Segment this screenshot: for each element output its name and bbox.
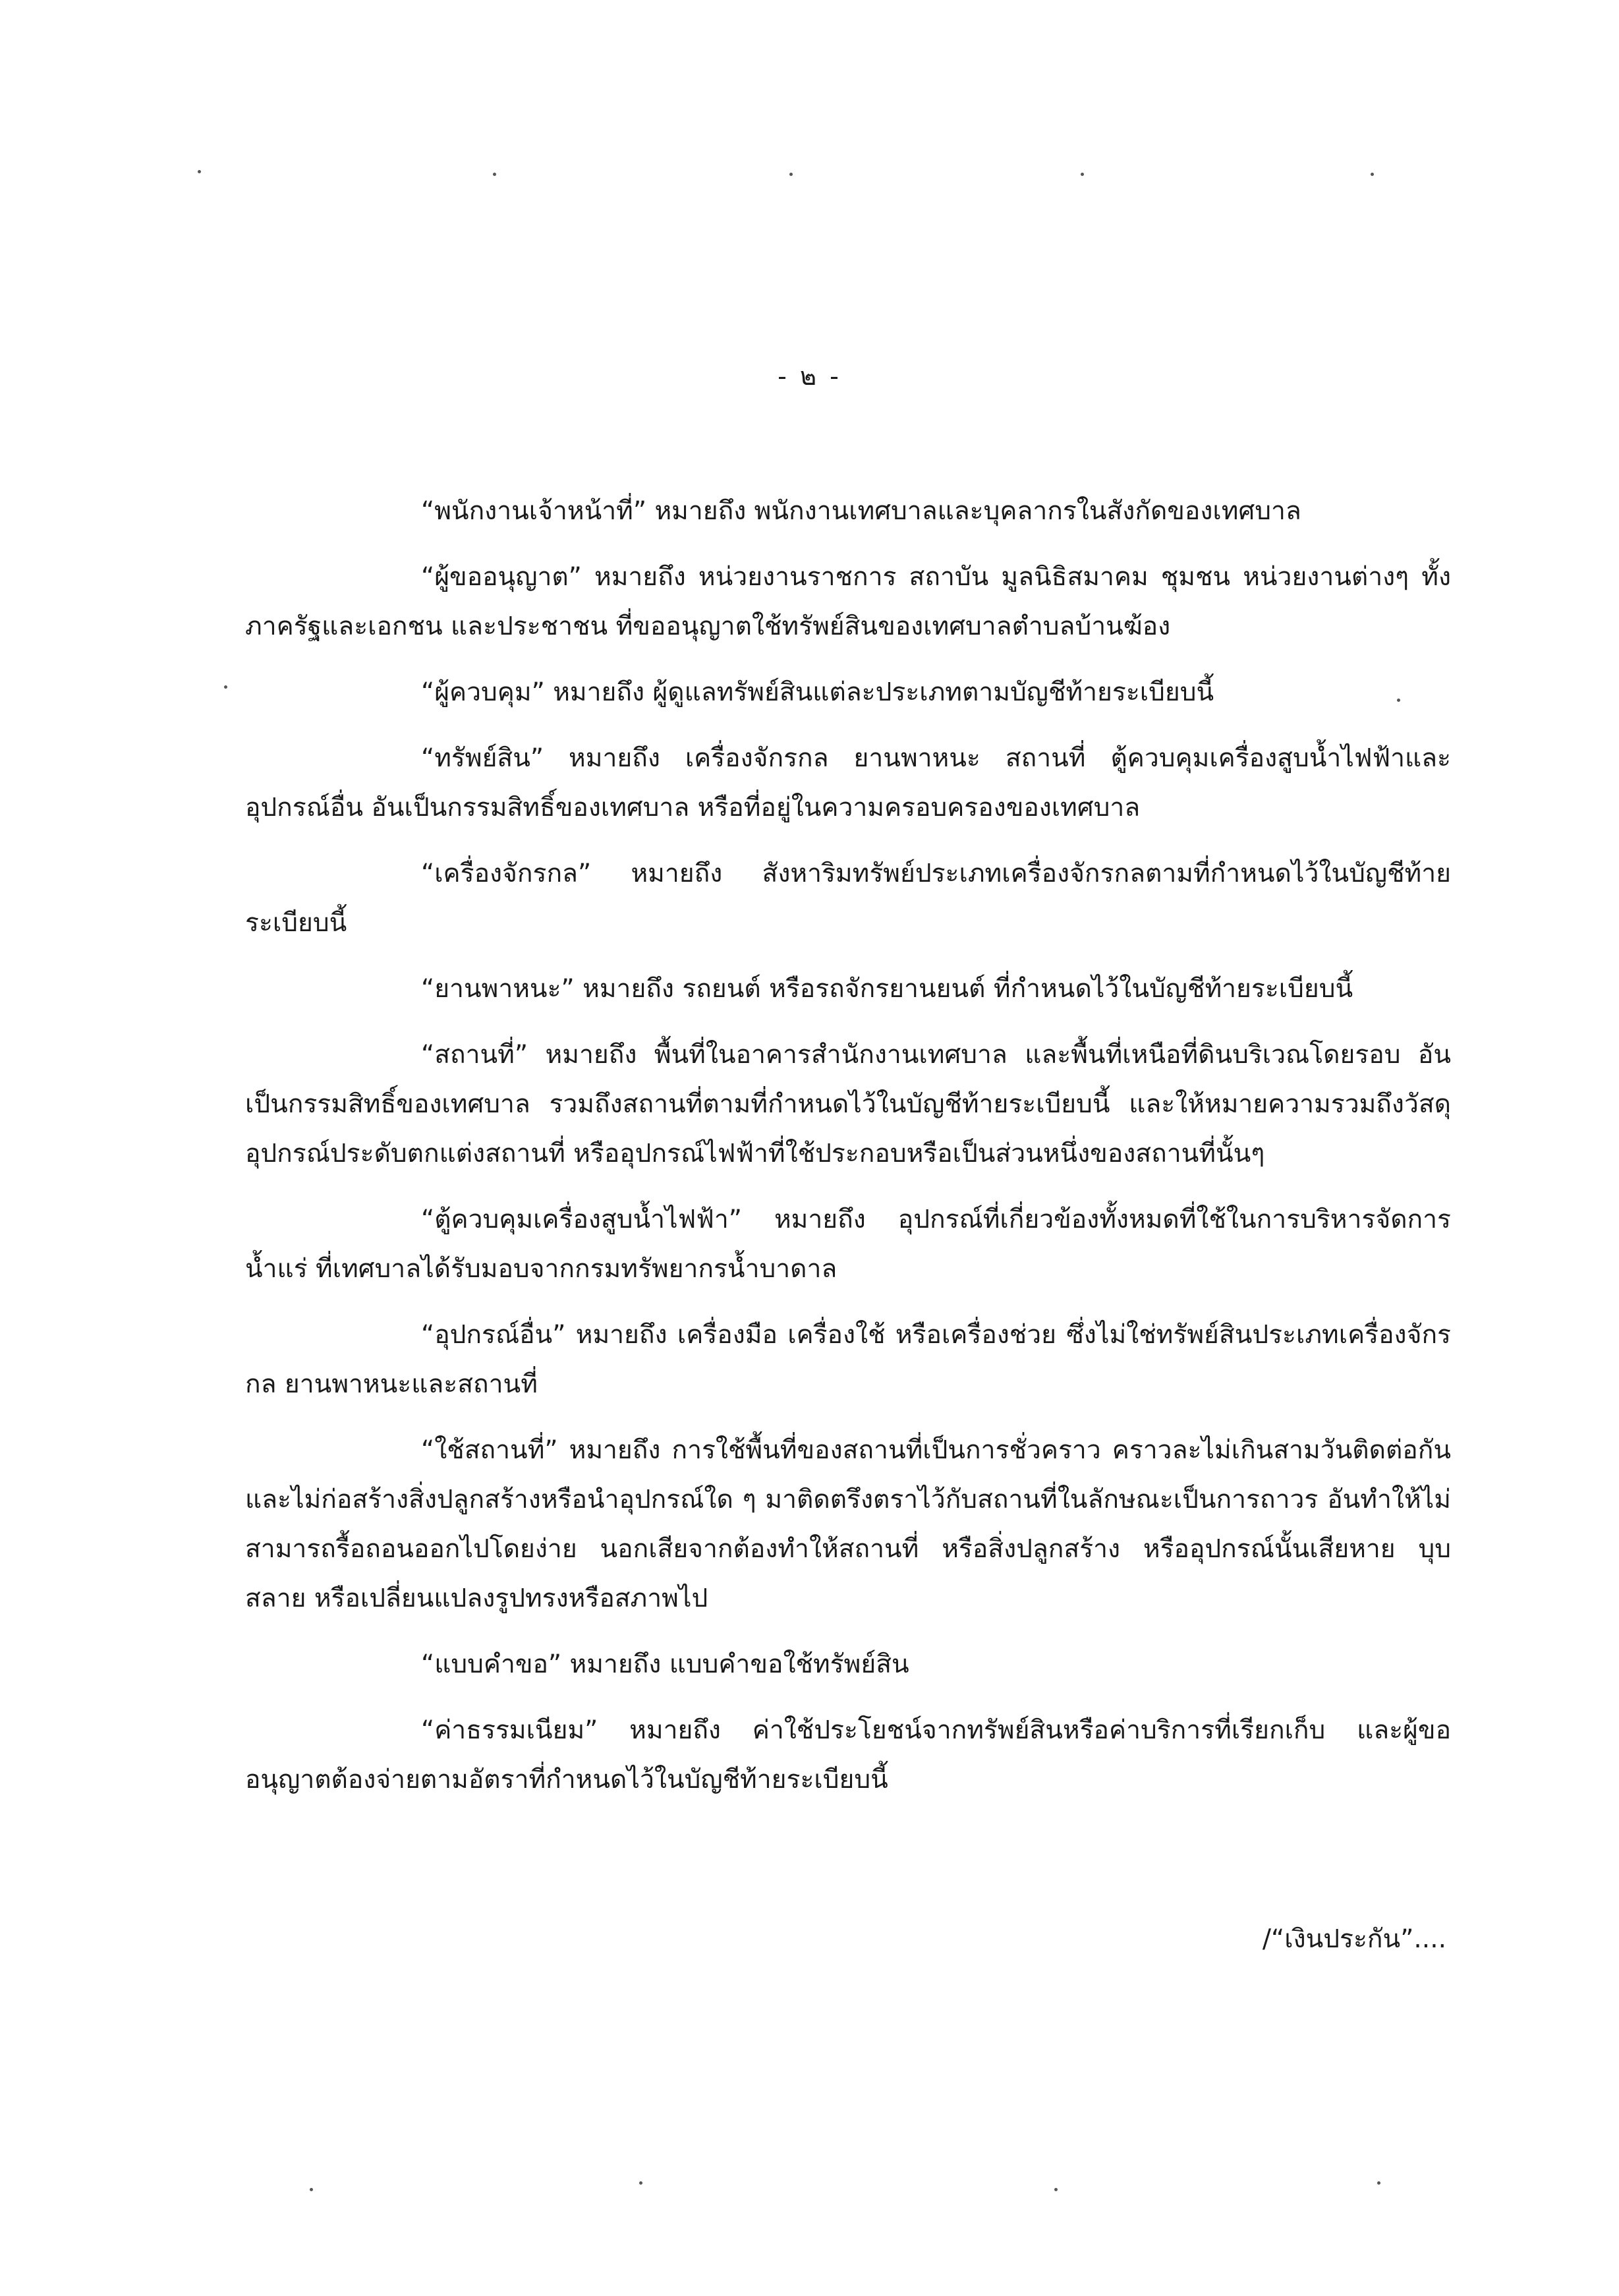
definition-paragraph: “อุปกรณ์อื่น” หมายถึง เครื่องมือ เครื่องใช้ หรือเครื่องช่วย ซึ่งไม่ใช่ทรัพย์สินประเภทเครื่องจักรกล ยานพาหนะและสถานที่ — [245, 1320, 1451, 1399]
scan-speck — [1054, 2188, 1058, 2191]
scan-speck — [789, 173, 793, 176]
definition-paragraph: “ผู้ขออนุญาต” หมายถึง หน่วยงานราชการ สถาบัน มูลนิธิสมาคม ชุมชน หน่วยงานต่างๆ ทั้งภาครัฐและเอกชน และประชาชน ที่ขออนุญาตใช้ทรัพย์สินของเทศบาลตำบลบ้านฆ้อง — [245, 562, 1451, 641]
page-number: - ๒ - — [778, 362, 841, 391]
scan-speck — [1081, 173, 1084, 176]
continuation-marker: /“เงินประกัน”.... — [1262, 1924, 1446, 1954]
definition-paragraph: “ค่าธรรมเนียม” หมายถึง ค่าใช้ประโยชน์จากทรัพย์สินหรือค่าบริการที่เรียกเก็บ และผู้ขออนุญาตต้องจ่ายตามอัตราที่กำหนดไว้ในบัญชีท้ายระเบียบนี้ — [245, 1715, 1451, 1794]
scan-speck — [639, 2181, 642, 2185]
definition-paragraph: “ใช้สถานที่” หมายถึง การใช้พื้นที่ของสถานที่เป็นการชั่วคราว คราวละไม่เกินสามวันติดต่อกัน และไม่ก่อสร้างสิ่งปลูกสร้างหรือนำอุปกรณ์ใด ๆ มาติดตรึงตราไว้กับสถานที่ในลักษณะเป็นการถาวร อันทำให้ไม่สามารถรื้อถอนออกไปโดยง่าย นอกเสียจากต้องทำให้สถานที่ หรือสิ่งปลูกสร้าง หรืออุปกรณ์นั้นเสียหาย บุบสลาย หรือเปลี่ยนแปลงรูปทรงหรือสภาพไป — [245, 1435, 1451, 1613]
definition-paragraph: “ตู้ควบคุมเครื่องสูบน้ำไฟฟ้า” หมายถึง อุปกรณ์ที่เกี่ยวข้องทั้งหมดที่ใช้ในการบริหารจัดการน้ำแร่ ที่เทศบาลได้รับมอบจากกรมทรัพยากรน้ำบาดาล — [245, 1205, 1451, 1284]
scan-speck — [224, 685, 227, 689]
scan-speck — [493, 173, 496, 176]
scan-speck — [198, 170, 201, 173]
definitions-body — [245, 486, 1451, 1821]
scan-speck — [310, 2188, 313, 2191]
scan-speck — [1371, 173, 1374, 176]
definition-paragraph: “แบบคำขอ” หมายถึง แบบคำขอใช้ทรัพย์สิน — [421, 1650, 909, 1679]
scan-speck — [1377, 2181, 1380, 2185]
definition-paragraph: “ผู้ควบคุม” หมายถึง ผู้ดูแลทรัพย์สินแต่ละประเภทตามบัญชีท้ายระเบียบนี้ — [421, 677, 1214, 707]
definition-paragraph: “ยานพาหนะ” หมายถึง รถยนต์ หรือรถจักรยานยนต์ ที่กำหนดไว้ในบัญชีท้ายระเบียบนี้ — [421, 974, 1353, 1004]
definition-paragraph: “เครื่องจักรกล” หมายถึง สังหาริมทรัพย์ประเภทเครื่องจักรกลตามที่กำหนดไว้ในบัญชีท้ายระเบียบนี้ — [245, 859, 1451, 938]
definition-paragraph: “ทรัพย์สิน” หมายถึง เครื่องจักรกล ยานพาหนะ สถานที่ ตู้ควบคุมเครื่องสูบน้ำไฟฟ้าและอุปกรณ์อื่น อันเป็นกรรมสิทธิ์ของเทศบาล หรือที่อยู่ในความครอบครองของเทศบาล — [245, 743, 1451, 822]
definition-paragraph: “สถานที่” หมายถึง พื้นที่ในอาคารสำนักงานเทศบาล และพื้นที่เหนือที่ดินบริเวณโดยรอบ อันเป็นกรรมสิทธิ์ของเทศบาล รวมถึงสถานที่ตามที่กำหนดไว้ในบัญชีท้ายระเบียบนี้ และให้หมายความรวมถึงวัสดุอุปกรณ์ประดับตกแต่งสถานที่ หรืออุปกรณ์ไฟฟ้าที่ใช้ประกอบหรือเป็นส่วนหนึ่งของสถานที่นั้นๆ — [245, 1040, 1451, 1168]
definition-paragraph: “พนักงานเจ้าหน้าที่” หมายถึง พนักงานเทศบาลและบุคลากรในสังกัดของเทศบาล — [421, 496, 1301, 526]
